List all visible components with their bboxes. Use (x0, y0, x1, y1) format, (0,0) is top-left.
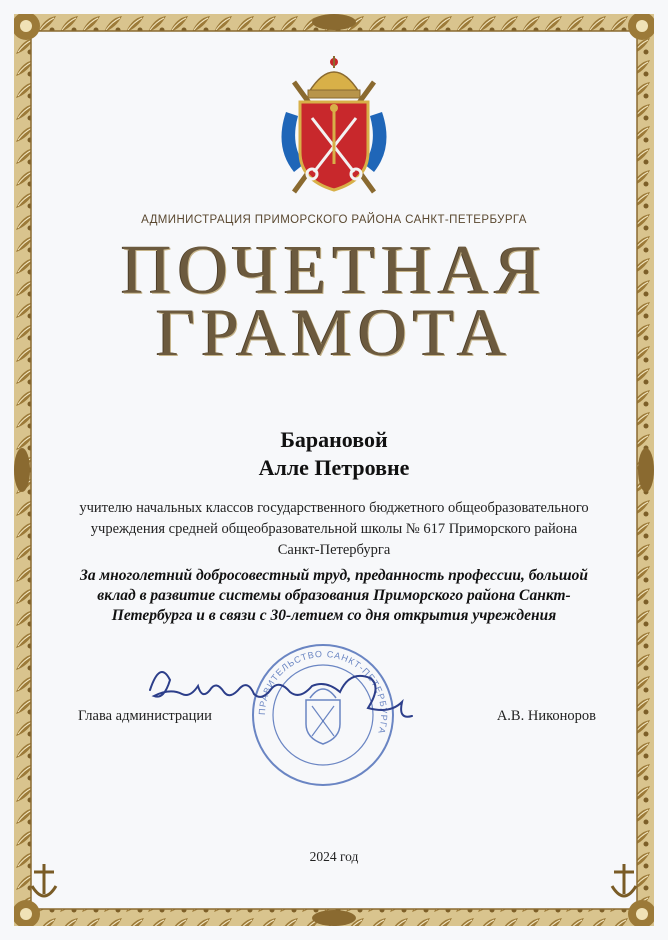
certificate-year: 2024 год (309, 849, 359, 864)
svg-text:ПРАВИТЕЛЬСТВО САНКТ-ПЕТЕРБУРГА: ПРАВИТЕЛЬСТВО САНКТ-ПЕТЕРБУРГА (256, 648, 390, 736)
recipient-surname: Барановой (280, 427, 388, 452)
signatory-name: А.В. Никоноров (496, 708, 596, 724)
recipient-position: учителю начальных классов государственного бюджетного общеобразовательного учреждения средней общеобразовательной школы № 617 Приморского района Санкт-Петербурга (79, 500, 589, 558)
title-line-2: ГРАМОТА (155, 294, 513, 370)
handwritten-signature (130, 650, 440, 740)
recipient-given-name: Алле Петровне (258, 455, 410, 480)
signatory-role: Глава администрации (78, 708, 212, 724)
coat-of-arms-emblem (264, 52, 404, 202)
title-line-1: ПОЧЕТНАЯ (120, 232, 548, 309)
award-reason: За многолетний добросовестный труд, преданность профессии, большой вклад в развитие системы образования Приморского района Санкт-Петербурга и в связи с 30-летием со дня открытия учреждения (80, 567, 588, 624)
issuing-organization: АДМИНИСТРАЦИЯ ПРИМОРСКОГО РАЙОНА САНКТ-ПЕТЕРБУРГА (141, 214, 527, 226)
